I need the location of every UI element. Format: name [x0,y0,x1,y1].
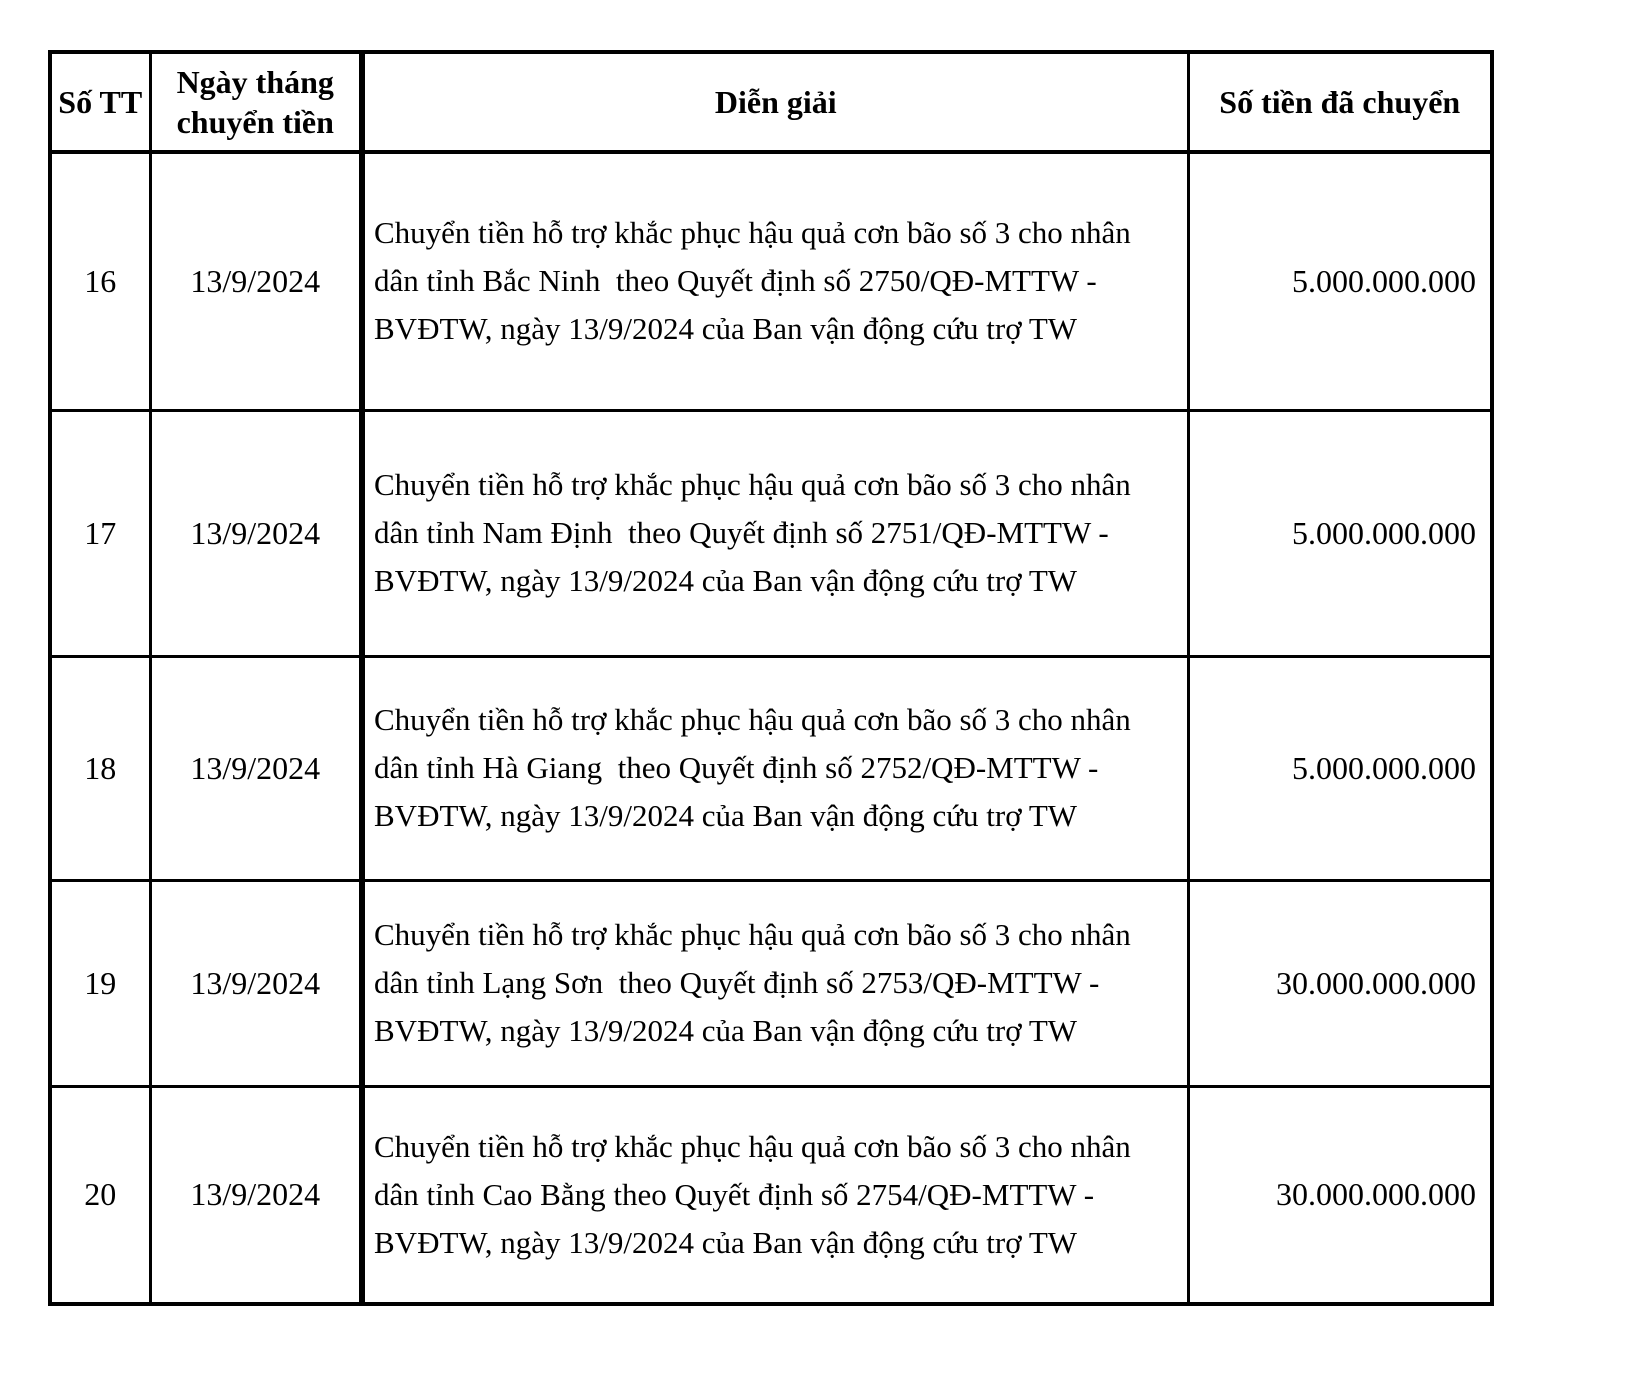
row-number: 18 [50,656,150,880]
header-date: Ngày tháng chuyển tiền [150,52,362,152]
transfer-date: 13/9/2024 [150,880,362,1086]
table-row [50,410,1492,656]
transfer-amount: 5.000.000.000 [1188,656,1492,880]
transfer-date: 13/9/2024 [150,410,362,656]
header-description: Diễn giải [362,52,1188,152]
transfer-amount: 30.000.000.000 [1188,1086,1492,1304]
table-row [50,656,1492,880]
row-number: 17 [50,410,150,656]
transfer-table [48,50,1494,1306]
transfer-description: Chuyển tiền hỗ trợ khắc phục hậu quả cơn bão số 3 cho nhân dân tỉnh Hà Giang theo Quyết định số 2752/QĐ-MTTW - BVĐTW, ngày 13/9/2024 của Ban vận động cứu trợ TW [362,656,1188,880]
transfer-date: 13/9/2024 [150,656,362,880]
transfer-description: Chuyển tiền hỗ trợ khắc phục hậu quả cơn bão số 3 cho nhân dân tỉnh Bắc Ninh theo Quyết định số 2750/QĐ-MTTW - BVĐTW, ngày 13/9/2024 của Ban vận động cứu trợ TW [362,152,1188,410]
transfer-description: Chuyển tiền hỗ trợ khắc phục hậu quả cơn bão số 3 cho nhân dân tỉnh Nam Định theo Quyết định số 2751/QĐ-MTTW - BVĐTW, ngày 13/9/2024 của Ban vận động cứu trợ TW [362,410,1188,656]
transfer-description: Chuyển tiền hỗ trợ khắc phục hậu quả cơn bão số 3 cho nhân dân tỉnh Lạng Sơn theo Quyết định số 2753/QĐ-MTTW - BVĐTW, ngày 13/9/2024 của Ban vận động cứu trợ TW [362,880,1188,1086]
row-number: 16 [50,152,150,410]
table-row [50,152,1492,410]
transfer-date: 13/9/2024 [150,152,362,410]
table-row [50,1086,1492,1304]
header-stt: Số TT [50,52,150,152]
transfer-amount: 5.000.000.000 [1188,410,1492,656]
transfer-description: Chuyển tiền hỗ trợ khắc phục hậu quả cơn bão số 3 cho nhân dân tỉnh Cao Bằng theo Quyết định số 2754/QĐ-MTTW - BVĐTW, ngày 13/9/2024 của Ban vận động cứu trợ TW [362,1086,1188,1304]
table-row [50,880,1492,1086]
header-amount: Số tiền đã chuyển [1188,52,1492,152]
transfer-amount: 5.000.000.000 [1188,152,1492,410]
row-number: 20 [50,1086,150,1304]
table-header-row [50,52,1492,152]
row-number: 19 [50,880,150,1086]
transfer-date: 13/9/2024 [150,1086,362,1304]
transfer-amount: 30.000.000.000 [1188,880,1492,1086]
